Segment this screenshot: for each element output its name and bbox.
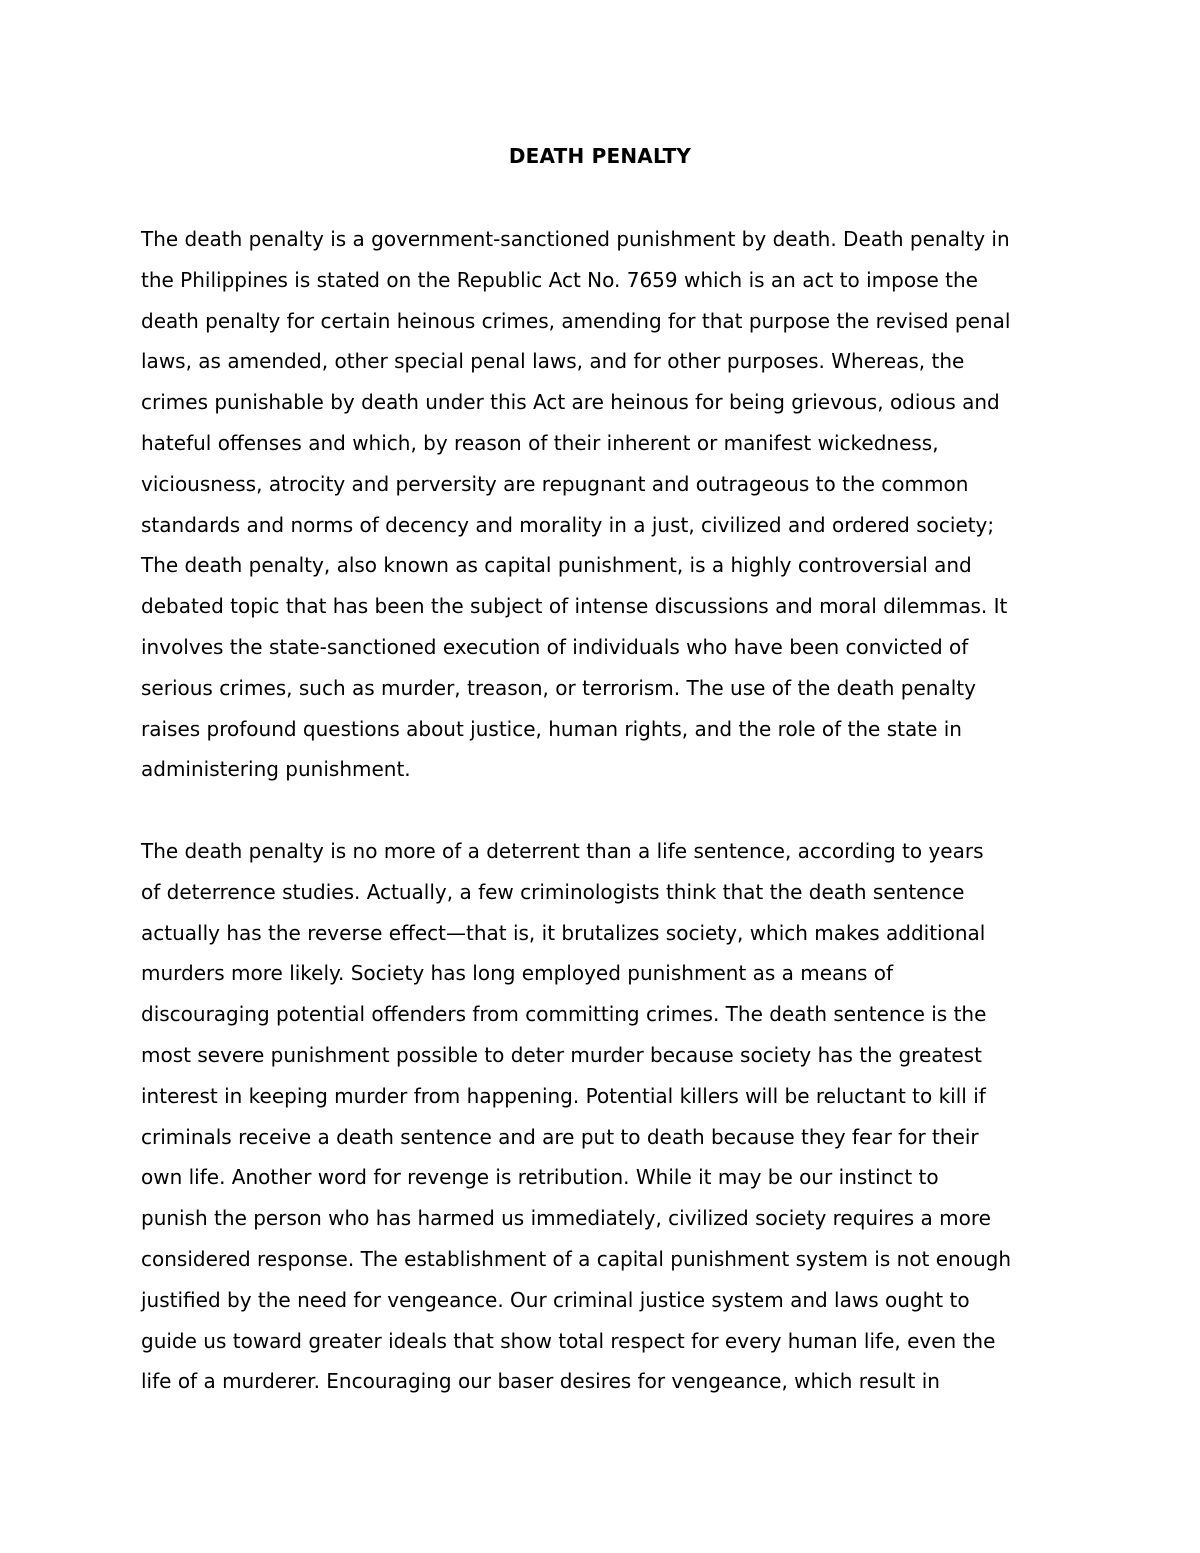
- text-line: involves the state-sanctioned execution of individuals who have been convicted of: [141, 634, 969, 659]
- text-line: debated topic that has been the subject of intense discussions and moral dilemmas. It: [141, 594, 1008, 619]
- paragraph-2: [141, 831, 1081, 1402]
- text-line: administering punishment.: [141, 757, 411, 782]
- text-line: punish the person who has harmed us immediately, civilized society requires a more: [141, 1206, 991, 1231]
- text-line: of deterrence studies. Actually, a few criminologists think that the death sentence: [141, 879, 965, 904]
- text-line: standards and norms of decency and morality in a just, civilized and ordered society;: [141, 512, 995, 537]
- document-title: DEATH PENALTY: [508, 144, 692, 168]
- text-line: most severe punishment possible to deter murder because society has the greatest: [141, 1042, 982, 1067]
- text-line: viciousness, atrocity and perversity are repugnant and outrageous to the common: [141, 471, 969, 496]
- text-line: interest in keeping murder from happening. Potential killers will be reluctant to kill if: [141, 1083, 986, 1108]
- text-line: The death penalty is no more of a deterrent than a life sentence, according to years: [141, 839, 984, 863]
- text-line: discouraging potential offenders from committing crimes. The death sentence is the: [141, 1002, 987, 1027]
- text-line: the Philippines is stated on the Republic Act No. 7659 which is an act to impose the: [141, 267, 978, 292]
- text-line: justified by the need for vengeance. Our criminal justice system and laws ought to: [141, 1287, 970, 1312]
- text-line: guide us toward greater ideals that show total respect for every human life, even the: [141, 1328, 996, 1353]
- text-line: considered response. The establishment of a capital punishment system is not enough: [141, 1246, 1012, 1271]
- text-line: actually has the reverse effect—that is, it brutalizes society, which makes additional: [141, 920, 986, 945]
- text-line: criminals receive a death sentence and are put to death because they fear for their: [141, 1124, 979, 1149]
- text-line: serious crimes, such as murder, treason, or terrorism. The use of the death penalty: [141, 675, 976, 700]
- text-line: murders more likely. Society has long employed punishment as a means of: [141, 961, 894, 986]
- text-line: life of a murderer. Encouraging our baser desires for vengeance, which result in: [141, 1369, 940, 1394]
- text-line: own life. Another word for revenge is retribution. While it may be our instinct to: [141, 1165, 939, 1190]
- paragraph-1: [141, 219, 1081, 790]
- text-line: The death penalty is a government-sanctioned punishment by death. Death penalty in: [141, 227, 1010, 251]
- text-line: laws, as amended, other special penal laws, and for other purposes. Whereas, the: [141, 349, 965, 374]
- text-line: crimes punishable by death under this Act are heinous for being grievous, odious and: [141, 390, 1000, 415]
- text-line: raises profound questions about justice, human rights, and the role of the state in: [141, 716, 962, 741]
- text-line: The death penalty, also known as capital punishment, is a highly controversial and: [141, 553, 972, 578]
- text-line: death penalty for certain heinous crimes, amending for that purpose the revised penal: [141, 308, 1011, 333]
- text-line: hateful offenses and which, by reason of their inherent or manifest wickedness,: [141, 430, 939, 455]
